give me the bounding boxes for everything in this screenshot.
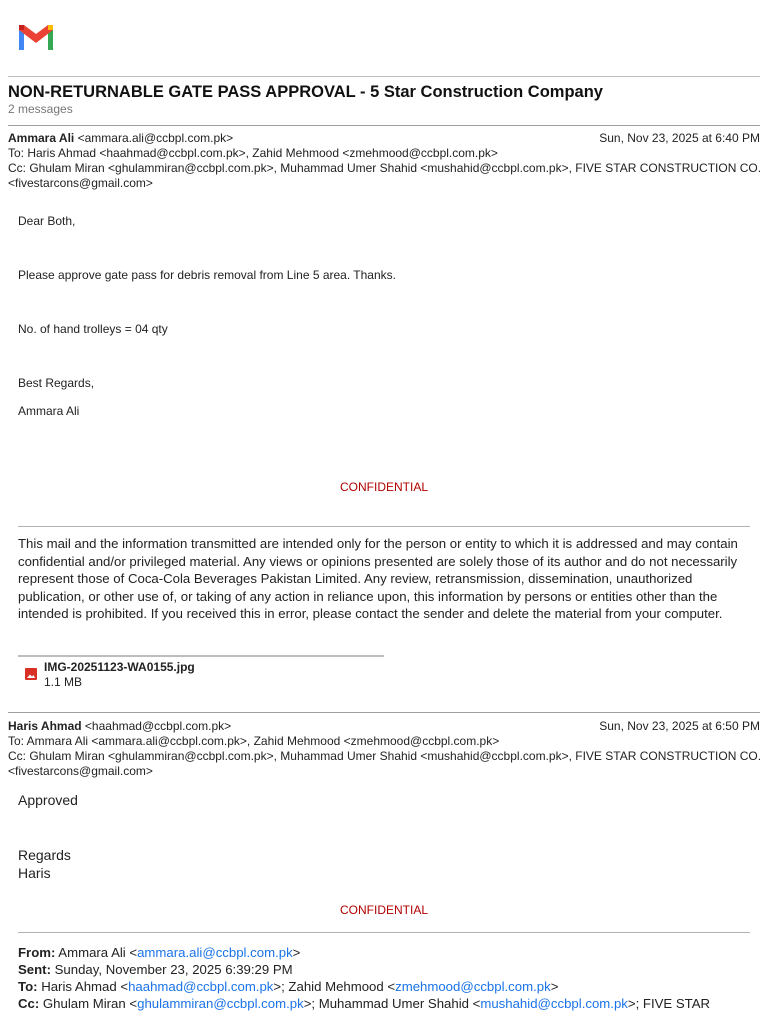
message-2-to: To: Ammara Ali <ammara.ali@ccbpl.com.pk>, Zahid Mehmood <zmehmood@ccbpl.com.pk> bbox=[8, 734, 500, 748]
body-line: No. of hand trolleys = 04 qty bbox=[18, 322, 168, 336]
attachment-size: 1.1 MB bbox=[44, 675, 83, 689]
message-2-cc-cont: <fivestarcons@gmail.com> bbox=[8, 764, 153, 778]
email-link[interactable]: haahmad@ccbpl.com.pk bbox=[128, 979, 274, 994]
quoted-divider bbox=[18, 932, 750, 933]
sender-email: <haahmad@ccbpl.com.pk> bbox=[84, 719, 232, 733]
thread-subject: NON-RETURNABLE GATE PASS APPROVAL - 5 Star Construction Company bbox=[8, 83, 603, 101]
email-link[interactable]: zmehmood@ccbpl.com.pk bbox=[395, 979, 551, 994]
message-2-cc: Cc: Ghulam Miran <ghulammiran@ccbpl.com.pk>, Muhammad Umer Shahid <mushahid@ccbpl.com.pk>, FIVE STAR CONSTRUCTION CO. bbox=[8, 749, 762, 763]
confidential-label: CONFIDENTIAL bbox=[339, 480, 428, 494]
attachment-divider bbox=[18, 655, 384, 657]
message-1-cc-cont: <fivestarcons@gmail.com> bbox=[8, 176, 153, 190]
message-count: 2 messages bbox=[8, 102, 73, 116]
message-divider bbox=[8, 125, 760, 126]
email-link[interactable]: ghulammiran@ccbpl.com.pk bbox=[137, 996, 304, 1011]
disclaimer-divider bbox=[18, 526, 750, 527]
message-2-date: Sun, Nov 23, 2025 at 6:50 PM bbox=[599, 719, 760, 733]
greeting: Dear Both, bbox=[18, 214, 76, 228]
image-file-icon bbox=[25, 668, 37, 680]
sender-name: Ammara Ali bbox=[8, 131, 75, 145]
message-1-from[interactable] bbox=[8, 131, 233, 146]
message-1-date: Sun, Nov 23, 2025 at 6:40 PM bbox=[599, 131, 760, 145]
sender-email: <ammara.ali@ccbpl.com.pk> bbox=[77, 131, 234, 145]
confidentiality-disclaimer: This mail and the information transmitted are intended only for the person or entity to which it is addressed and may contain confidential and/or privileged material. Any views or opinions presented are solely those of its author and do not necessarily represent those of Coca-Cola Beverages Pakistan Limited. Any review, retransmission, dissemination, unauthorized publication, or other use of, or taking of any action in reliance upon, this information by persons or entities other than the intended is prohibited. If you received this in error, please contact the sender and delete the material from your computer. bbox=[18, 536, 738, 622]
message-divider bbox=[8, 712, 760, 713]
message-1-to: To: Haris Ahmad <haahmad@ccbpl.com.pk>, Zahid Mehmood <zmehmood@ccbpl.com.pk> bbox=[8, 146, 498, 160]
reply-regards: Regards bbox=[18, 847, 71, 863]
signoff: Best Regards, bbox=[18, 376, 95, 390]
header-divider bbox=[8, 76, 760, 77]
quoted-to: To: Haris Ahmad <haahmad@ccbpl.com.pk>; Zahid Mehmood <zmehmood@ccbpl.com.pk> bbox=[18, 979, 559, 994]
message-1-header bbox=[8, 131, 760, 191]
message-2-header bbox=[8, 719, 760, 779]
message-2-from[interactable] bbox=[8, 719, 231, 734]
signature: Ammara Ali bbox=[18, 404, 80, 418]
body-line: Please approve gate pass for debris removal from Line 5 area. Thanks. bbox=[18, 268, 396, 282]
gmail-logo-icon bbox=[16, 22, 56, 52]
quoted-cc: Cc: Ghulam Miran <ghulammiran@ccbpl.com.pk>; Muhammad Umer Shahid <mushahid@ccbpl.com.pk>; FIVE STAR bbox=[18, 996, 711, 1011]
confidential-label: CONFIDENTIAL bbox=[339, 903, 428, 917]
quoted-from: From: Ammara Ali <ammara.ali@ccbpl.com.pk> bbox=[18, 945, 301, 960]
attachment-name[interactable]: IMG-20251123-WA0155.jpg bbox=[44, 660, 195, 674]
reply-name: Haris bbox=[18, 865, 51, 881]
email-link[interactable]: ammara.ali@ccbpl.com.pk bbox=[137, 945, 293, 960]
reply-body: Approved bbox=[18, 792, 78, 808]
message-1-cc: Cc: Ghulam Miran <ghulammiran@ccbpl.com.pk>, Muhammad Umer Shahid <mushahid@ccbpl.com.pk>, FIVE STAR CONSTRUCTION CO. bbox=[8, 161, 762, 175]
quoted-sent: Sent: Sunday, November 23, 2025 6:39:29 PM bbox=[18, 962, 293, 977]
email-link[interactable]: mushahid@ccbpl.com.pk bbox=[480, 996, 628, 1011]
sender-name: Haris Ahmad bbox=[8, 719, 82, 733]
